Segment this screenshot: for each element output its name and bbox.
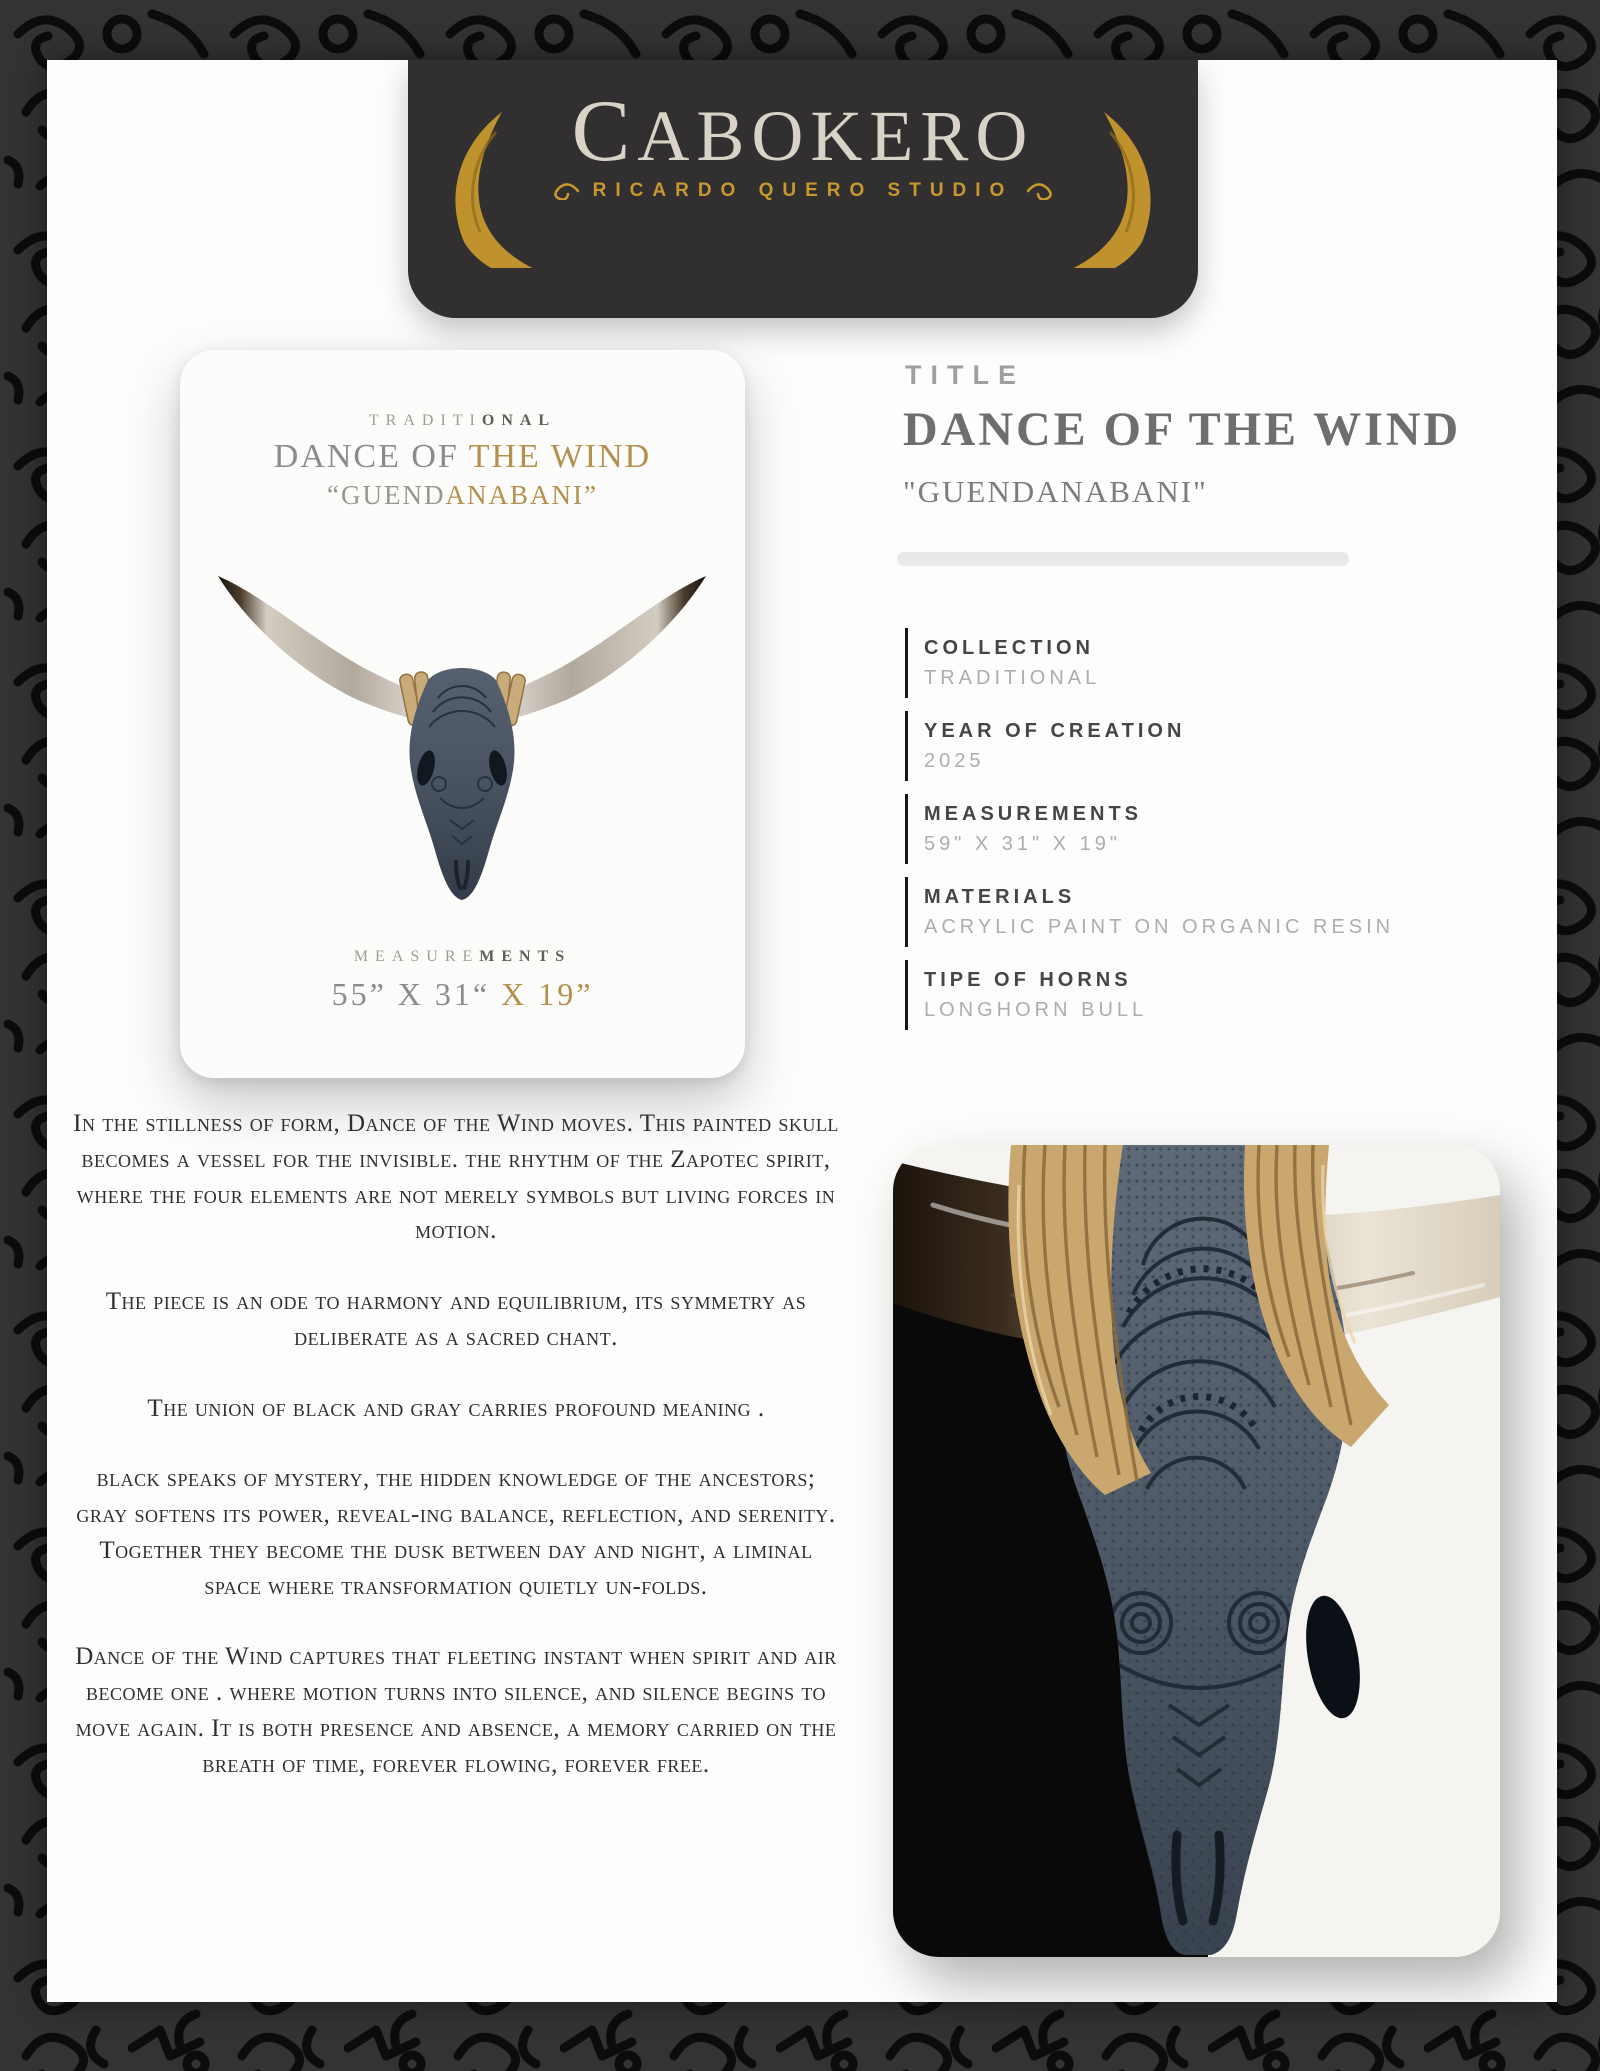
- detail-label: TIPE OF HORNS: [924, 969, 1132, 991]
- detail-value: 59" X 31" X 19": [924, 833, 1121, 855]
- detail-label: MATERIALS: [924, 886, 1076, 908]
- skull-closeup-illustration: [893, 1145, 1500, 1957]
- card-collection-label: TRADITIONAL: [368, 412, 557, 429]
- artwork-description: [70, 1106, 842, 1817]
- horn-flourish-left-icon: [436, 108, 556, 268]
- detail-label: MEASUREMENTS: [924, 803, 1143, 825]
- detail-value: 2025: [924, 750, 985, 772]
- longhorn-skull-artwork: [212, 562, 712, 907]
- title-label: TITLE: [905, 360, 1025, 390]
- detail-value: ACRYLIC PAINT ON ORGANIC RESIN: [924, 916, 1395, 938]
- detail-label: COLLECTION: [924, 637, 1094, 659]
- brand-header: [408, 60, 1198, 318]
- divider-bar: [897, 552, 1349, 566]
- card-artwork-subtitle: “GUENDANABANI”: [327, 480, 598, 510]
- skull-closeup-photo: [893, 1145, 1500, 1957]
- scroll-ornament-left-icon: [553, 182, 579, 200]
- artwork-card: [180, 350, 745, 1078]
- description-paragraph: The union of black and gray carries profound meaning .: [147, 1394, 765, 1422]
- description-paragraph: The piece is an ode to harmony and equilibrium, its symmetry as deliberate as a sacred chant.: [105, 1288, 807, 1351]
- details-list: [905, 628, 1465, 1043]
- detail-year-of-creation: [905, 711, 1465, 781]
- detail-measurements: [905, 794, 1465, 864]
- card-artwork-title: DANCE OF THE WIND: [273, 438, 652, 475]
- card-measurements-value: 55” X 31“ X 19”: [331, 976, 594, 1012]
- brand-wordmark: CABOKERO: [571, 83, 1035, 180]
- card-measurements-label: MEASUREMENTS: [353, 948, 572, 965]
- description-paragraph: black speaks of mystery, the hidden knowledge of the ancestors; gray softens its power, reveal-ing balance, reflection, and serenity. Together they become the dusk between day and night, a liminal space where transformation quietly un-folds.: [76, 1465, 836, 1600]
- detail-collection: [905, 628, 1465, 698]
- brand-subtitle: RICARDO QUERO STUDIO: [592, 180, 1014, 201]
- description-paragraph: Dance of the Wind captures that fleeting instant when spirit and air become one . where motion turns into silence, and silence begins to move again. It is both presence and absence, a memory carried on the breath of time, forever flowing, forever free.: [75, 1643, 837, 1778]
- artwork-title: DANCE OF THE WIND: [903, 403, 1462, 456]
- detail-type-of-horns: [905, 960, 1465, 1030]
- horn-flourish-right-icon: [1050, 108, 1170, 268]
- detail-materials: [905, 877, 1465, 947]
- description-paragraph: In the stillness of form, Dance of the Wind moves. This painted skull becomes a vessel for the invisible. the rhythm of the Zapotec spirit, where the four elements are not merely symbols but living forces in motion.: [73, 1110, 839, 1245]
- detail-value: LONGHORN BULL: [924, 999, 1148, 1021]
- catalog-sheet: [47, 60, 1557, 2002]
- detail-label: YEAR OF CREATION: [924, 720, 1186, 742]
- detail-value: TRADITIONAL: [924, 667, 1101, 689]
- artwork-subtitle: "GUENDANABANI": [903, 474, 1208, 509]
